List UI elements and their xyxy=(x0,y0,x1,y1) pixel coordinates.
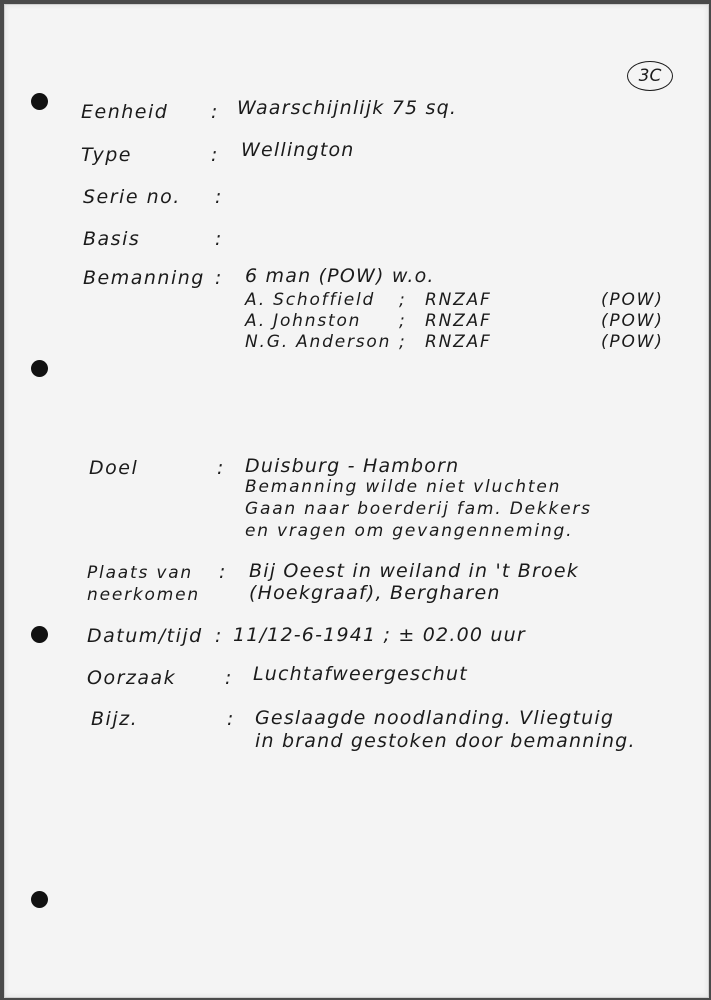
label-neerkomen: neerkomen xyxy=(87,585,200,605)
crew-status: (POW) xyxy=(601,311,664,331)
label-bemanning: Bemanning xyxy=(83,267,205,289)
doel-line: en vragen om gevangenneming. xyxy=(245,521,574,541)
doel-line: Duisburg - Hamborn xyxy=(245,455,460,477)
punch-hole-3 xyxy=(31,626,48,643)
crew-sep: ; xyxy=(399,332,407,352)
label-bijz: Bijz. xyxy=(91,708,139,730)
crew-unit: RNZAF xyxy=(425,311,492,331)
label-type: Type xyxy=(81,144,132,166)
bijz-line: Geslaagde noodlanding. Vliegtuig xyxy=(255,707,615,729)
value-eenheid: Waarschijnlijk 75 sq. xyxy=(237,97,458,119)
crew-unit: RNZAF xyxy=(425,290,492,310)
crew-sep: ; xyxy=(399,290,407,310)
colon-bemanning: : xyxy=(215,267,223,289)
crew-status: (POW) xyxy=(601,290,664,310)
value-datum-tijd: 11/12-6-1941 ; ± 02.00 uur xyxy=(233,624,526,646)
bijz-line: in brand gestoken door bemanning. xyxy=(255,730,636,752)
crew-status: (POW) xyxy=(601,332,664,352)
label-datum-tijd: Datum/tijd xyxy=(87,625,203,647)
doel-line: Bemanning wilde niet vluchten xyxy=(245,477,562,497)
label-plaats-van: Plaats van xyxy=(87,563,193,583)
label-basis: Basis xyxy=(83,228,141,250)
colon-type: : xyxy=(211,144,219,166)
punch-hole-4 xyxy=(31,891,48,908)
page-number: 3C xyxy=(627,61,673,91)
label-serie-no: Serie no. xyxy=(83,186,181,208)
label-oorzaak: Oorzaak xyxy=(87,667,177,689)
colon-doel: : xyxy=(217,457,225,479)
crew-name: A. Schoffield xyxy=(245,290,376,310)
colon-eenheid: : xyxy=(211,101,219,123)
doel-line: Gaan naar boerderij fam. Dekkers xyxy=(245,499,592,519)
value-type: Wellington xyxy=(241,139,355,161)
crew-sep: ; xyxy=(399,311,407,331)
label-doel: Doel xyxy=(89,457,139,479)
colon-bijz: : xyxy=(227,708,235,730)
crew-name: N.G. Anderson xyxy=(245,332,392,352)
label-eenheid: Eenheid xyxy=(81,101,169,123)
document-page xyxy=(4,4,709,998)
colon-serie-no: : xyxy=(215,186,223,208)
punch-hole-1 xyxy=(31,93,48,110)
value-bemanning: 6 man (POW) w.o. xyxy=(245,265,435,287)
punch-hole-2 xyxy=(31,360,48,377)
colon-oorzaak: : xyxy=(225,667,233,689)
plaats-line: Bij Oeest in weiland in 't Broek xyxy=(249,560,579,582)
plaats-line: (Hoekgraaf), Bergharen xyxy=(249,582,501,604)
value-oorzaak: Luchtafweergeschut xyxy=(253,663,468,685)
colon-datum: : xyxy=(215,625,223,647)
crew-unit: RNZAF xyxy=(425,332,492,352)
colon-plaats: : xyxy=(219,561,227,583)
colon-basis: : xyxy=(215,228,223,250)
crew-name: A. Johnston xyxy=(245,311,362,331)
